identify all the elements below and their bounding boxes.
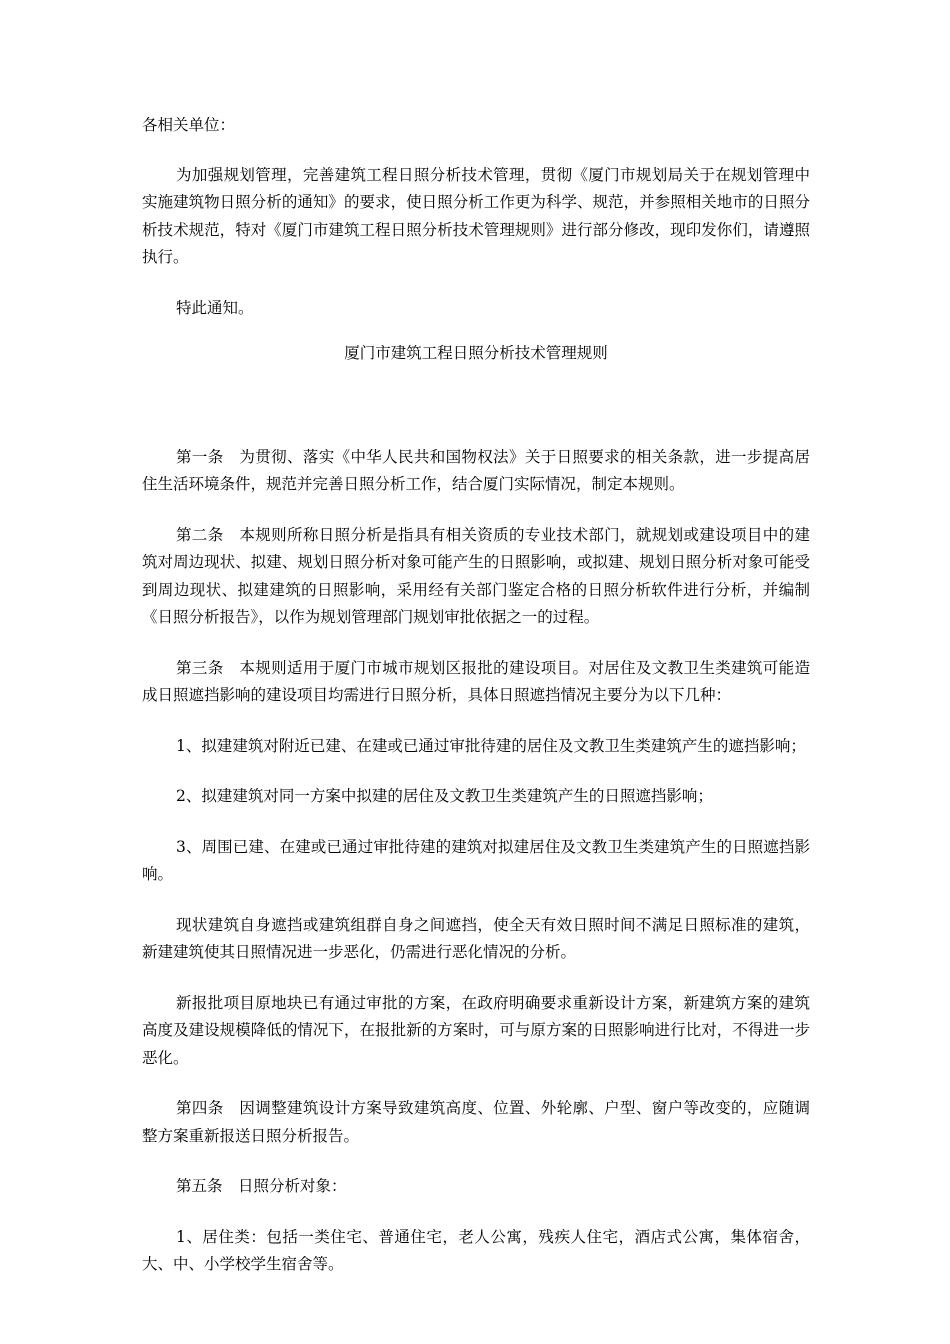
article-2: 第二条 本规则所称日照分析是指具有相关资质的专业技术部门，就规划或建设项目中的建筑对周边现状、拟建、规划日照分析对象可能产生的日照影响，或拟建、规划日照分析对象可能受到周边现状、拟建建筑的日照影响，采用经有关部门鉴定合格的日照分析软件进行分析，并编制《日照分析报告》，以作为规划管理部门规划审批依据之一的过程。	[142, 525, 810, 626]
article-3-item-2: 2、拟建建筑对同一方案中拟建的居住及文教卫生类建筑产生的日照遮挡影响；	[176, 787, 713, 805]
closing-line: 特此通知。	[176, 298, 254, 317]
article-3-item-1: 1、拟建建筑对附近已建、在建或已通过审批待建的居住及文教卫生类建筑产生的遮挡影响；	[176, 736, 806, 755]
article-4: 第四条 因调整建筑设计方案导致建筑高度、位置、外轮廓、户型、窗户等改变的，应随调整方案重新报送日照分析报告。	[142, 1099, 810, 1145]
article-5: 第五条 日照分析对象：	[176, 1177, 347, 1195]
article-3-item-3: 3、周围已建、在建或已通过审批待建的建筑对拟建居住及文教卫生类建筑产生的日照遮挡影响。	[142, 837, 810, 883]
article-3: 第三条 本规则适用于厦门市城市规划区报批的建设项目。对居住及文教卫生类建筑可能造成日照遮挡影响的建设项目均需进行日照分析，具体日照遮挡情况主要分为以下几种：	[142, 658, 810, 704]
article-3-note-2: 新报批项目原地块已有通过审批的方案，在政府明确要求重新设计方案，新建筑方案的建筑高度及建设规模降低的情况下，在报批新的方案时，可与原方案的日照影响进行比对，不得进一步恶化。	[142, 993, 810, 1067]
intro-paragraph: 为加强规划管理，完善建筑工程日照分析技术管理，贯彻《厦门市规划局关于在规划管理中实施建筑物日照分析的通知》的要求，使日照分析工作更为科学、规范，并参照相关地市的日照分析技术规范，特对《厦门市建筑工程日照分析技术管理规则》进行部分修改，现印发你们，请遵照执行。	[142, 165, 810, 266]
article-3-note-1: 现状建筑自身遮挡或建筑组群自身之间遮挡，使全天有效日照时间不满足日照标准的建筑，新建建筑使其日照情况进一步恶化，仍需进行恶化情况的分析。	[142, 915, 810, 961]
salutation: 各相关单位：	[142, 116, 236, 134]
document-page	[142, 112, 810, 1302]
rules-title: 厦门市建筑工程日照分析技术管理规则	[344, 344, 608, 362]
article-5-item-1: 1、居住类：包括一类住宅、普通住宅，老人公寓，残疾人住宅，酒店式公寓，集体宿舍，大、中、小学校学生宿舍等。	[142, 1227, 810, 1273]
article-1: 第一条 为贯彻、落实《中华人民共和国物权法》关于日照要求的相关条款，进一步提高居住生活环境条件，规范并完善日照分析工作，结合厦门实际情况，制定本规则。	[142, 447, 810, 493]
